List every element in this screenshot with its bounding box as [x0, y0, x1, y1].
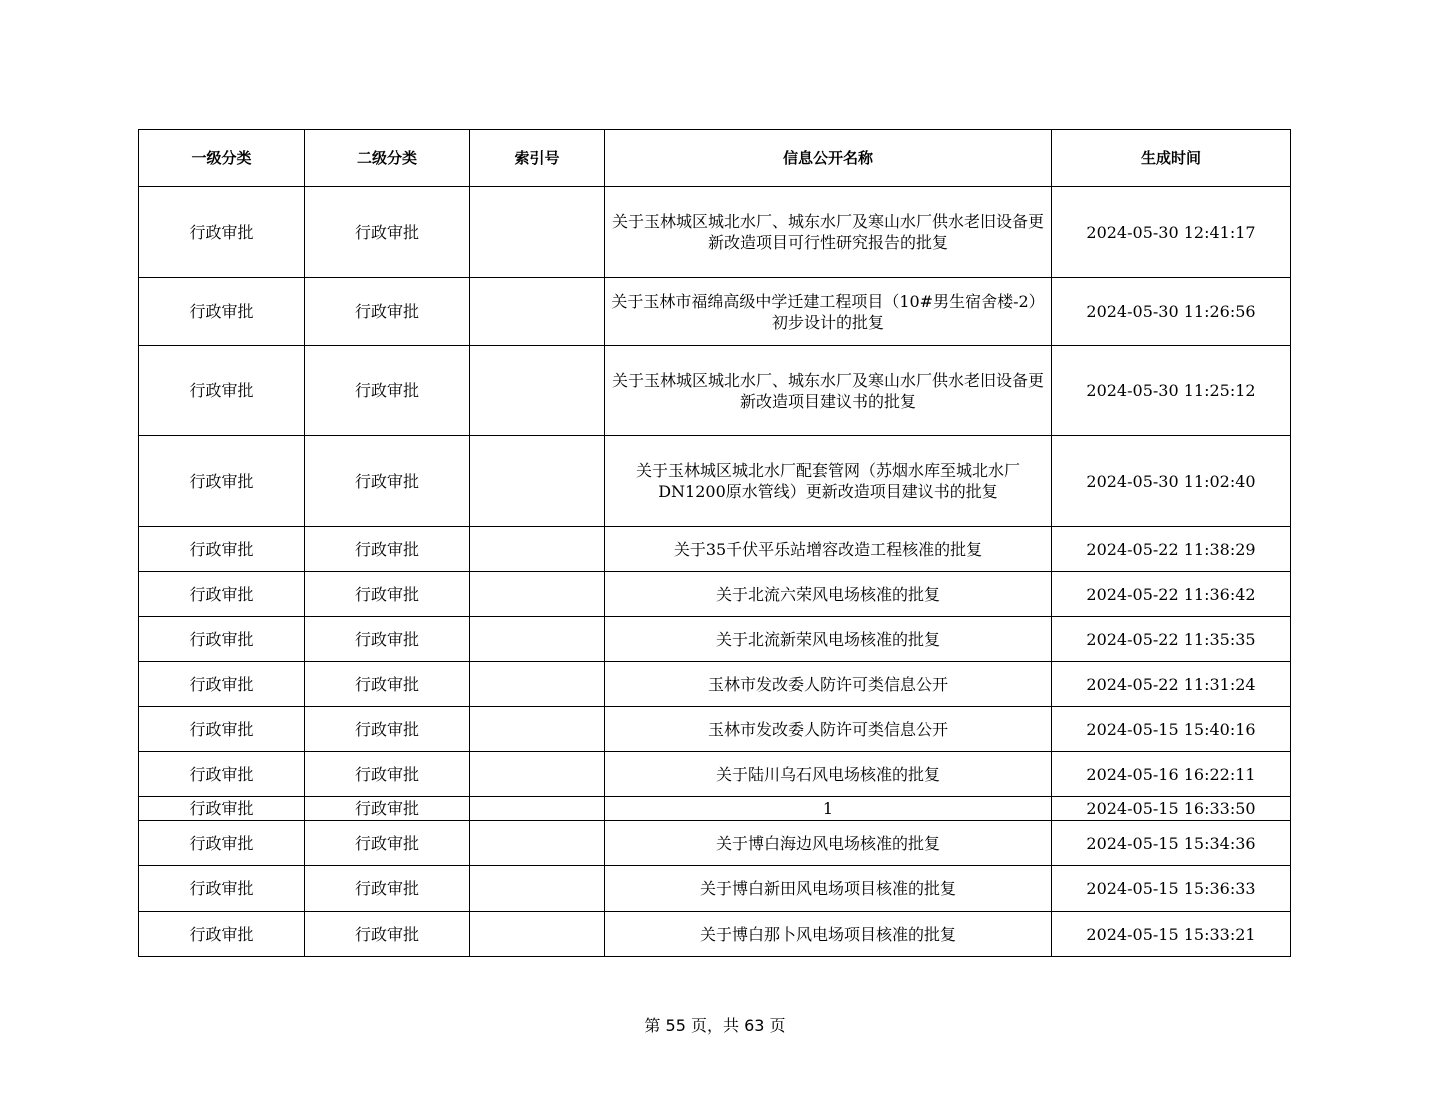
table-row [139, 821, 1291, 866]
cell-level1: 行政审批 [139, 527, 305, 572]
cell-level1: 行政审批 [139, 662, 305, 707]
cell-level1: 行政审批 [139, 187, 305, 278]
cell-level1: 行政审批 [139, 912, 305, 957]
cell-index [470, 617, 605, 662]
cell-time: 2024-05-16 16:22:11 [1052, 752, 1291, 797]
cell-title: 关于玉林城区城北水厂、城东水厂及寒山水厂供水老旧设备更新改造项目建议书的批复 [605, 346, 1052, 436]
footer-page-number: 55 [665, 1016, 686, 1035]
cell-title: 1 [605, 797, 1052, 821]
cell-level1: 行政审批 [139, 617, 305, 662]
cell-level1: 行政审批 [139, 821, 305, 866]
table-row [139, 572, 1291, 617]
cell-title: 关于北流新荣风电场核准的批复 [605, 617, 1052, 662]
cell-level1: 行政审批 [139, 866, 305, 912]
cell-level2: 行政审批 [305, 278, 470, 346]
cell-index [470, 912, 605, 957]
cell-index [470, 797, 605, 821]
cell-level1: 行政审批 [139, 752, 305, 797]
cell-level2: 行政审批 [305, 912, 470, 957]
table-row [139, 527, 1291, 572]
footer-suffix: 页 [769, 1016, 786, 1035]
table-row [139, 278, 1291, 346]
cell-time: 2024-05-15 15:36:33 [1052, 866, 1291, 912]
cell-level2: 行政审批 [305, 346, 470, 436]
header-index: 索引号 [470, 130, 605, 187]
cell-title: 玉林市发改委人防许可类信息公开 [605, 707, 1052, 752]
cell-title: 关于陆川乌石风电场核准的批复 [605, 752, 1052, 797]
header-level1: 一级分类 [139, 130, 305, 187]
cell-level2: 行政审批 [305, 187, 470, 278]
cell-index [470, 346, 605, 436]
cell-time: 2024-05-22 11:36:42 [1052, 572, 1291, 617]
cell-time: 2024-05-30 11:25:12 [1052, 346, 1291, 436]
cell-time: 2024-05-30 11:02:40 [1052, 436, 1291, 527]
cell-time: 2024-05-30 11:26:56 [1052, 278, 1291, 346]
cell-time: 2024-05-22 11:38:29 [1052, 527, 1291, 572]
footer-total-pages: 63 [744, 1016, 765, 1035]
cell-time: 2024-05-15 16:33:50 [1052, 797, 1291, 821]
cell-index [470, 278, 605, 346]
cell-time: 2024-05-22 11:35:35 [1052, 617, 1291, 662]
table-row [139, 797, 1291, 821]
cell-title: 关于35千伏平乐站增容改造工程核准的批复 [605, 527, 1052, 572]
cell-index [470, 821, 605, 866]
cell-level2: 行政审批 [305, 662, 470, 707]
header-title: 信息公开名称 [605, 130, 1052, 187]
cell-title: 关于博白新田风电场项目核准的批复 [605, 866, 1052, 912]
cell-level2: 行政审批 [305, 821, 470, 866]
cell-level1: 行政审批 [139, 707, 305, 752]
footer-middle: 页，共 [690, 1016, 739, 1035]
header-row [139, 130, 1291, 187]
cell-time: 2024-05-15 15:33:21 [1052, 912, 1291, 957]
table-row [139, 752, 1291, 797]
cell-level1: 行政审批 [139, 436, 305, 527]
cell-time: 2024-05-15 15:34:36 [1052, 821, 1291, 866]
cell-level1: 行政审批 [139, 346, 305, 436]
cell-index [470, 752, 605, 797]
cell-time: 2024-05-22 11:31:24 [1052, 662, 1291, 707]
cell-title: 关于玉林城区城北水厂、城东水厂及寒山水厂供水老旧设备更新改造项目可行性研究报告的批复 [605, 187, 1052, 278]
cell-index [470, 572, 605, 617]
cell-index [470, 707, 605, 752]
cell-title: 关于博白海边风电场核准的批复 [605, 821, 1052, 866]
table-row [139, 436, 1291, 527]
cell-level2: 行政审批 [305, 752, 470, 797]
cell-level2: 行政审批 [305, 572, 470, 617]
cell-level2: 行政审批 [305, 527, 470, 572]
cell-level2: 行政审批 [305, 797, 470, 821]
cell-title: 关于玉林城区城北水厂配套管网（苏烟水库至城北水厂DN1200原水管线）更新改造项目建议书的批复 [605, 436, 1052, 527]
cell-index [470, 866, 605, 912]
cell-title: 关于玉林市福绵高级中学迁建工程项目（10#男生宿舍楼-2）初步设计的批复 [605, 278, 1052, 346]
header-level2: 二级分类 [305, 130, 470, 187]
table-row [139, 707, 1291, 752]
cell-level2: 行政审批 [305, 436, 470, 527]
table-row [139, 866, 1291, 912]
table-row [139, 187, 1291, 278]
cell-index [470, 662, 605, 707]
cell-index [470, 436, 605, 527]
cell-level2: 行政审批 [305, 617, 470, 662]
cell-title: 关于北流六荣风电场核准的批复 [605, 572, 1052, 617]
cell-level1: 行政审批 [139, 278, 305, 346]
table-row [139, 912, 1291, 957]
footer-prefix: 第 [644, 1016, 661, 1035]
cell-title: 关于博白那卜风电场项目核准的批复 [605, 912, 1052, 957]
cell-index [470, 187, 605, 278]
page-footer [0, 1015, 1430, 1037]
records-table [138, 129, 1291, 957]
cell-level1: 行政审批 [139, 572, 305, 617]
cell-index [470, 527, 605, 572]
header-time: 生成时间 [1052, 130, 1291, 187]
table-row [139, 662, 1291, 707]
cell-level2: 行政审批 [305, 866, 470, 912]
table-row [139, 346, 1291, 436]
cell-time: 2024-05-30 12:41:17 [1052, 187, 1291, 278]
cell-level1: 行政审批 [139, 797, 305, 821]
cell-title: 玉林市发改委人防许可类信息公开 [605, 662, 1052, 707]
table-row [139, 617, 1291, 662]
cell-time: 2024-05-15 15:40:16 [1052, 707, 1291, 752]
cell-level2: 行政审批 [305, 707, 470, 752]
